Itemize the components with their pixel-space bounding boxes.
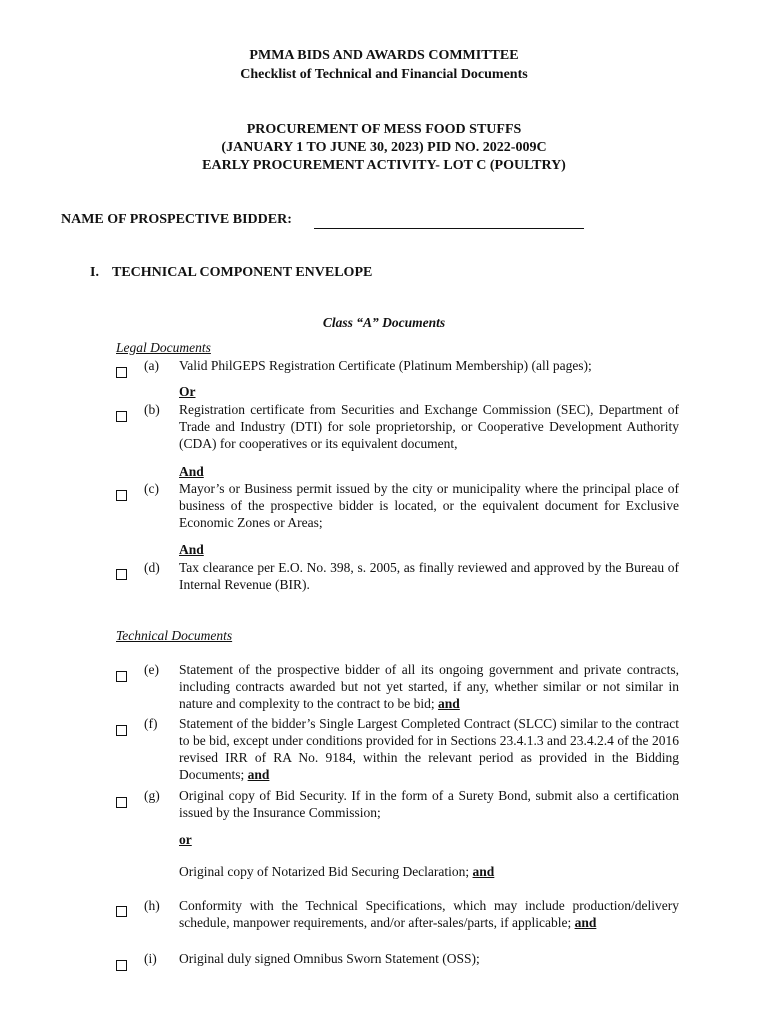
item-g-alt-text: Original copy of Notarized Bid Securing Declaration;	[179, 864, 470, 879]
procurement-period: (JANUARY 1 TO JUNE 30, 2023) PID NO. 2022-009C	[221, 140, 547, 155]
checkbox-i[interactable]	[116, 960, 127, 971]
and-connector: And	[179, 464, 204, 479]
section-title: TECHNICAL COMPONENT ENVELOPE	[112, 265, 373, 280]
checkbox-d[interactable]	[116, 569, 127, 580]
class-heading: Class “A” Documents	[322, 315, 446, 330]
item-f-text: Statement of the bidder’s Single Largest Completed Contract (SLCC) similar to the contract to be bid, except under conditions provided for in Sections 23.4.1.3 and 23.4.2.4 of the 2016 revised IRR of RA No. 9184, within the relevant period as provided in the Bidding Documents;	[179, 716, 679, 782]
bidder-name-label: NAME OF PROSPECTIVE BIDDER:	[61, 212, 292, 227]
item-e-and: and	[438, 696, 460, 711]
checkbox-f[interactable]	[116, 725, 127, 736]
item-g-alt-and: and	[472, 864, 495, 879]
item-h-content	[179, 897, 679, 931]
technical-documents-heading: Technical Documents	[116, 628, 233, 643]
checkbox-h[interactable]	[116, 906, 127, 917]
committee-title: PMMA BIDS AND AWARDS COMMITTEE	[249, 48, 519, 63]
legal-documents-heading: Legal Documents	[116, 340, 211, 355]
checkbox-a[interactable]	[116, 367, 127, 378]
item-b-label: (b)	[144, 402, 160, 417]
checkbox-g[interactable]	[116, 797, 127, 808]
item-c-text: Mayor’s or Business permit issued by the city or municipality where the principal place of business of the prospective bidder is located, or the equivalent document for Exclusive Economic Zones or Areas;	[179, 481, 679, 530]
procurement-title: PROCUREMENT OF MESS FOOD STUFFS	[246, 122, 522, 137]
item-h-text: Conformity with the Technical Specifications, which may include production/delivery schedule, manpower requirements, and/or after-sales/parts, if applicable;	[179, 898, 679, 930]
item-h-and: and	[574, 915, 597, 930]
item-e-text: Statement of the prospective bidder of all its ongoing government and private contracts, including contracts awarded but not yet started, if any, whether similar or not similar in nature and complexity to the contract to be bid;	[179, 662, 679, 711]
bidder-name-line[interactable]	[314, 228, 584, 229]
item-g-text: Original copy of Bid Security. If in the form of a Surety Bond, submit also a certification issued by the Insurance Commission;	[179, 788, 679, 820]
item-h-label: (h)	[144, 898, 160, 913]
item-e-content	[179, 661, 679, 712]
item-b-text: Registration certificate from Securities and Exchange Commission (SEC), Department of Trade and Industry (DTI) for sole proprietorship, or Cooperative Development Authority (CDA) for cooperatives or its equivalent document,	[179, 402, 679, 451]
or-connector: or	[179, 832, 192, 847]
item-f-content	[179, 715, 679, 783]
checkbox-e[interactable]	[116, 671, 127, 682]
item-d-label: (d)	[144, 560, 160, 575]
item-a-text: Valid PhilGEPS Registration Certificate (Platinum Membership) (all pages);	[179, 358, 592, 373]
item-c-label: (c)	[144, 481, 159, 496]
document-subtitle: Checklist of Technical and Financial Documents	[240, 67, 528, 82]
item-i-text: Original duly signed Omnibus Sworn Statement (OSS);	[179, 951, 480, 966]
item-d-text: Tax clearance per E.O. No. 398, s. 2005, as finally reviewed and approved by the Bureau of Internal Revenue (BIR).	[179, 560, 679, 592]
item-i-label: (i)	[144, 951, 157, 966]
section-numeral: I.	[90, 265, 99, 280]
item-g-label: (g)	[144, 788, 160, 803]
item-a-label: (a)	[144, 358, 159, 373]
procurement-lot: EARLY PROCUREMENT ACTIVITY- LOT C (POULTRY)	[202, 158, 566, 173]
or-connector: Or	[179, 384, 196, 399]
and-connector: And	[179, 542, 204, 557]
checkbox-b[interactable]	[116, 411, 127, 422]
item-e-label: (e)	[144, 662, 159, 677]
checkbox-c[interactable]	[116, 490, 127, 501]
item-f-and: and	[247, 767, 270, 782]
item-f-label: (f)	[144, 716, 158, 731]
item-g-alternative	[179, 863, 679, 880]
